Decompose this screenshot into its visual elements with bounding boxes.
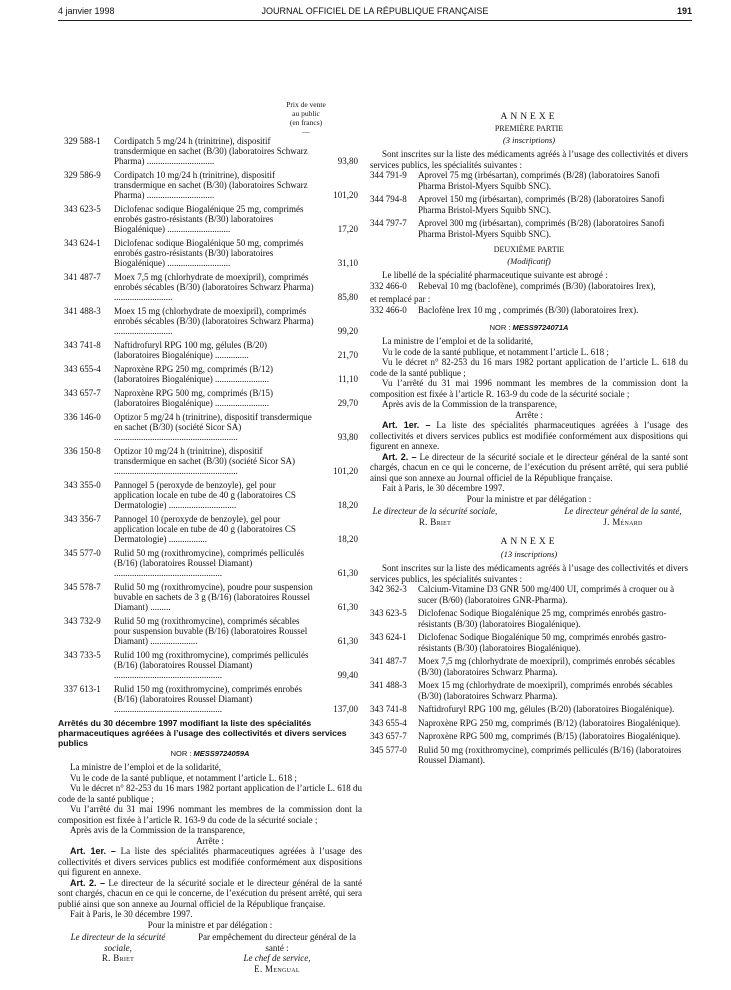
part-heading: DEUXIÈME PARTIE xyxy=(493,245,565,254)
part-subheading: (3 inscriptions) xyxy=(502,135,556,145)
entry-price: 61,30 xyxy=(337,602,358,612)
price-head-line: — xyxy=(302,127,310,136)
price-list-entry xyxy=(58,306,362,336)
entry-text: Diclofenac Sodique Biogalénique 50 mg, comprimés enrobés gastro-résistants (B/30) (laboratoires Biogalénique). xyxy=(418,632,667,653)
price-list-entry xyxy=(58,272,362,302)
entry-code: 341 488-3 xyxy=(370,680,407,690)
entry-text: Diclofenac Sodique Biogalénique 25 mg, comprimés enrobés gastro-résistants (B/30) (laboratoires Biogalénique). xyxy=(418,608,667,629)
entry-code: 343 624-1 xyxy=(64,238,101,248)
article-2-label: Art. 2. – xyxy=(70,877,106,888)
arrete-label: Arrête : xyxy=(196,835,224,846)
entry-text: Baclofène Irex 10 mg , comprimés (B/30) (laboratoires Irex). xyxy=(418,304,639,315)
entry-code: 342 362-3 xyxy=(370,584,407,594)
entry-text: Naftidrofuryl RPG 100 mg, gélules (B/20) (laboratoires Biogalénique) ............... xyxy=(114,340,267,360)
price-column-head xyxy=(276,100,336,136)
price-head-line: (en francs) xyxy=(289,118,323,127)
entry-text: Rulid 50 mg (roxithromycine), comprimés pelliculés (B/16) (laboratoires Roussel Diamant). xyxy=(418,744,682,765)
entry-price: 101,20 xyxy=(333,190,358,200)
replaced-label: et remplacé par : xyxy=(370,294,431,304)
annex-entry xyxy=(370,170,688,191)
annex-entry xyxy=(370,656,688,677)
decree-paragraph: Après avis de la Commission de la transparence, xyxy=(382,399,557,409)
price-list-entry xyxy=(58,616,362,646)
signature-left-title: Le directeur de la sécurité sociale, xyxy=(372,506,498,516)
entry-price: 99,20 xyxy=(337,326,358,336)
part-heading: PREMIÈRE PARTIE xyxy=(494,124,564,133)
article-1 xyxy=(58,846,362,878)
entry-text: Naproxène RPG 500 mg, comprimés (B/15) (laboratoires Biogalénique) ........................ xyxy=(114,388,273,408)
entry-text: Naproxène RPG 250 mg, comprimés (B/12) (laboratoires Biogalénique) ........................ xyxy=(114,364,273,384)
decree-paragraph: Vu le code de la santé publique, et notamment l’article L. 618 ; xyxy=(70,772,297,783)
entry-text: Naproxène RPG 250 mg, comprimés (B/12) (laboratoires Biogalénique). xyxy=(418,717,681,728)
annex-entries-inscriptions xyxy=(370,584,688,766)
intro-paragraph: Le libellé de la spécialité pharmaceutique suivante est abrogé : xyxy=(382,270,608,280)
article-1-text: La liste des spécialités pharmaceutiques agréées à l’usage des collectivités et divers services publics est modifiée conformément aux dispositions qui figurent en annexe. xyxy=(58,846,362,877)
entry-code: 344 791-9 xyxy=(370,170,407,180)
done-at: Fait à Paris, le 30 décembre 1997. xyxy=(70,909,193,919)
entry-text: Rebeval 10 mg (baclofène), comprimés (B/30) (laboratoires Irex), xyxy=(418,280,656,291)
annex-entry xyxy=(370,745,688,766)
signature-left-name: R. Briet xyxy=(418,516,452,527)
entry-code: 343 624-1 xyxy=(370,632,407,642)
nor-line xyxy=(370,323,688,332)
entry-code: 341 487-7 xyxy=(64,272,101,282)
left-price-list xyxy=(58,136,362,714)
article-2-text: Le directeur de la sécurité sociale et le directeur général de la santé sont chargés, chacun en ce qui le concerne, de l’exécution du présent arrêté, qui sera publié ainsi que son annexe au Journal officiel de la République française. xyxy=(370,451,689,483)
price-list-entry xyxy=(58,136,362,166)
header-page-number: 191 xyxy=(676,6,692,16)
article-2-label: Art. 2. – xyxy=(382,451,417,462)
entry-text: Optizor 10 mg/24 h (trinitrine), dispositif transdermique en sachet (B/30) (société Sicor SA) ....................................................... xyxy=(114,446,295,476)
article-1 xyxy=(370,420,688,452)
entry-code: 332 466-0 xyxy=(370,280,407,291)
price-list-entry xyxy=(58,548,362,578)
entry-text: Diclofenac sodique Biogalénique 25 mg, comprimés enrobés gastro-résistants (B/30) laboratoires Biogalénique) ............................ xyxy=(114,204,304,234)
annex-entry xyxy=(370,680,688,701)
nor-prefix: NOR : xyxy=(489,323,511,332)
entry-code: 343 623-5 xyxy=(370,608,407,618)
article-2 xyxy=(370,452,688,484)
entry-code: 343 657-7 xyxy=(370,731,407,741)
entry-code: 341 487-7 xyxy=(370,656,407,666)
entry-price: 18,20 xyxy=(337,500,358,510)
annex-entry xyxy=(370,608,688,629)
signature-right-name: J. Ménard xyxy=(603,516,643,527)
entry-text: Cordipatch 10 mg/24 h (trinitrine), dispositif transdermique en sachet (B/30) (laboratoires Schwarz Pharma) .............................. xyxy=(114,170,308,200)
entry-price: 99,40 xyxy=(337,670,358,680)
for-minister: Pour la ministre et par délégation : xyxy=(466,493,592,504)
entry-text: Moex 7,5 mg (chlorhydrate de moexipril), comprimés enrobés sécables (B/30) (laboratoires Schwarz Pharma). xyxy=(418,656,675,677)
signature-left-name: R. Briet xyxy=(101,953,135,963)
annex-entry xyxy=(370,305,688,316)
entry-code: 336 146-0 xyxy=(64,412,101,422)
decree-paragraph: Vu le code de la santé publique, et notamment l’article L. 618 ; xyxy=(382,346,609,357)
price-list-entry xyxy=(58,364,362,384)
entry-price: 11,10 xyxy=(338,374,358,384)
entry-price: 101,20 xyxy=(333,466,358,476)
signatures xyxy=(370,506,688,527)
nor-code: MESS9724059A xyxy=(193,749,250,758)
entry-text: Rulid 50 mg (roxithromycine), poudre pour suspension buvable en sachets de 3 g (B/16) (laboratoires Roussel Diamant) ......... xyxy=(114,582,313,612)
decree-paragraph: La ministre de l’emploi et de la solidarité, xyxy=(70,762,221,772)
entry-code: 343 655-4 xyxy=(64,364,101,374)
entry-code: 343 655-4 xyxy=(370,717,407,728)
entry-code: 329 586-9 xyxy=(64,170,101,180)
entry-text: Rulid 50 mg (roxithromycine), comprimés pelliculés (B/16) (laboratoires Roussel Diamant) ................................................ xyxy=(114,548,304,578)
intro-paragraph: Sont inscrites sur la liste des médicaments agréés à l’usage des collectivités et divers services publics, les spécialités suivantes : xyxy=(370,563,688,584)
entry-text: Rulid 50 mg (roxithromycine), comprimés sécables pour suspension buvable (B/16) (laboratoires Roussel Diamant) ..................... xyxy=(114,616,308,646)
entry-code: 343 356-7 xyxy=(64,514,101,524)
entry-code: 341 488-3 xyxy=(64,306,101,316)
right-column xyxy=(370,108,688,769)
entry-text: Rulid 150 mg (roxithromycine), comprimés enrobés (B/16) (laboratoires Roussel Diamant) ................................................ xyxy=(114,684,302,714)
entry-text: Moex 15 mg (chlorhydrate de moexipril), comprimés enrobés sécables (B/30) (laboratoires Schwarz Pharma). xyxy=(418,680,673,701)
signature-right xyxy=(192,932,362,974)
entry-text: Moex 15 mg (chlorhydrate de moexipril), comprimés enrobés sécables (B/30) (laboratoires Schwarz Pharma) .......................... xyxy=(114,306,314,336)
entry-price: 61,30 xyxy=(337,636,358,646)
entry-text: Calcium-Vitamine D3 GNR 500 mg/400 UI, comprimés à croquer ou à sucer (B/60) (laboratoires GNR-Pharma). xyxy=(418,584,675,605)
annex-entry xyxy=(370,194,688,215)
entry-code: 343 733-5 xyxy=(64,650,101,660)
entry-code: 329 588-1 xyxy=(64,136,101,146)
entry-price: 137,00 xyxy=(333,704,358,714)
price-list-entry xyxy=(58,684,362,714)
annex-entries-part1 xyxy=(370,170,688,239)
annex-subheading: (13 inscriptions) xyxy=(500,549,558,559)
nor-prefix: NOR : xyxy=(170,749,192,758)
entry-code: 343 623-5 xyxy=(64,204,101,214)
article-1-text: La liste des spécialités pharmaceutiques agréées à l’usage des collectivités et divers services publics est modifiée conformément aux dispositions qui figurent en annexe. xyxy=(370,420,689,451)
entry-text: Naproxène RPG 500 mg, comprimés (B/15) (laboratoires Biogalénique). xyxy=(418,731,681,741)
signature-right-sub: Le chef de service, xyxy=(243,953,311,963)
annex-entry xyxy=(370,584,688,605)
article-2 xyxy=(58,878,362,910)
signature-right-title: Par empêchement du directeur général de la santé : xyxy=(198,932,356,953)
header-journal-title: JOURNAL OFFICIEL DE LA RÉPUBLIQUE FRANÇAISE xyxy=(261,6,489,16)
price-list-entry xyxy=(58,514,362,544)
intro-paragraph: Sont inscrites sur la liste des médicaments agréés à l’usage des collectivités et divers services publics, les spécialités suivantes : xyxy=(370,149,688,170)
annex-entry xyxy=(370,718,688,729)
left-decree xyxy=(58,718,362,974)
price-list-entry xyxy=(58,480,362,510)
article-1-label: Art. 1er. – xyxy=(70,846,116,856)
nor-line xyxy=(58,749,362,758)
entry-text: Aprovel 150 mg (irbésartan), comprimés (B/28) (laboratoires Sanofi Pharma Bristol-Myers Squibb SNC). xyxy=(418,194,665,215)
decree-paragraph: Vu le décret n° 82-253 du 16 mars 1982 portant application de l’article L. 618 du code de la santé publique ; xyxy=(58,783,362,804)
entry-code: 343 741-8 xyxy=(370,704,407,714)
entry-text: Pannogel 5 (peroxyde de benzoyle), gel pour application locale en tube de 40 g (laboratoires CS Dermatologie) .............................. xyxy=(114,480,296,510)
entry-code: 343 355-0 xyxy=(64,480,101,490)
entry-code: 343 657-7 xyxy=(64,388,101,398)
price-list-entry xyxy=(58,204,362,234)
signature-right-title: Le directeur général de la santé, xyxy=(564,506,682,516)
price-list-entry xyxy=(58,170,362,200)
entry-code: 345 577-0 xyxy=(64,548,101,558)
annex-heading: ANNEXE xyxy=(500,112,558,122)
done-at: Fait à Paris, le 30 décembre 1997. xyxy=(382,483,505,493)
signature-right-name: E. Mengual xyxy=(254,963,300,974)
price-list-entry xyxy=(58,238,362,268)
entry-price: 85,80 xyxy=(337,292,358,302)
decree-paragraph: Vu le décret n° 82-253 du 16 mars 1982 portant application de l’article L. 618 du code de la santé publique ; xyxy=(370,357,688,378)
annex-entry xyxy=(370,704,688,715)
arrete-label: Arrête : xyxy=(515,409,543,420)
annex-entry xyxy=(370,731,688,742)
entry-price: 29,70 xyxy=(337,398,358,408)
entry-price: 61,30 xyxy=(337,568,358,578)
entry-code: 343 741-8 xyxy=(64,340,101,350)
entry-text: Diclofenac sodique Biogalénique 50 mg, comprimés enrobés gastro-résistants (B/30) laboratoires Biogalénique) ............................ xyxy=(114,238,304,268)
entry-price: 18,20 xyxy=(337,534,358,544)
signature-left-title: Le directeur de la sécurité sociale, xyxy=(70,932,166,953)
entry-text: Aprovel 300 mg (irbésartan), comprimés (B/28) (laboratoires Sanofi Pharma Bristol-Myers Squibb SNC). xyxy=(418,218,665,239)
entry-price: 21,70 xyxy=(337,350,358,360)
entry-code: 332 466-0 xyxy=(370,304,407,315)
price-list-entry xyxy=(58,582,362,612)
left-column xyxy=(58,136,362,974)
entry-text: Naftidrofuryl RPG 100 mg, gélules (B/20) (laboratoires Biogalénique). xyxy=(418,704,675,714)
signature-right xyxy=(558,506,688,527)
entry-text: Cordipatch 5 mg/24 h (trinitrine), dispositif transdermique en sachet (B/30) (laboratoires Schwarz Pharma) .............................. xyxy=(114,136,308,166)
annex-entry xyxy=(370,218,688,239)
signature-left xyxy=(370,506,500,527)
entry-text: Optizor 5 mg/24 h (trinitrine), dispositif transdermique en sachet (B/30) (société Sicor SA) ....................................................... xyxy=(114,412,312,442)
entry-price: 93,80 xyxy=(337,432,358,442)
decree-paragraph: Vu l’arrêté du 31 mai 1996 nommant les membres de la commission dont la composition est fixée à l’article R. 163-9 du code de la sécurité sociale ; xyxy=(58,804,362,825)
entry-price: 93,80 xyxy=(337,156,358,166)
entry-code: 345 577-0 xyxy=(370,744,407,755)
entry-code: 337 613-1 xyxy=(64,684,101,694)
price-head-line: au public xyxy=(292,109,320,118)
header-rule xyxy=(58,20,692,21)
article-1-label: Art. 1er. – xyxy=(382,420,431,430)
entry-price: 31,10 xyxy=(337,258,358,268)
entry-code: 345 578-7 xyxy=(64,582,101,592)
entry-code: 336 150-8 xyxy=(64,446,101,456)
entry-code: 343 732-9 xyxy=(64,616,101,626)
part-subheading: (Modificatif) xyxy=(507,256,551,266)
entry-text: Moex 7,5 mg (chlorhydrate de moexipril), comprimés enrobés sécables (B/30) (laboratoires Schwarz Pharma) .......................... xyxy=(114,272,314,302)
price-list-entry xyxy=(58,340,362,360)
entry-code: 344 797-7 xyxy=(370,218,407,228)
entry-text: Aprovel 75 mg (irbésartan), comprimés (B/28) (laboratoires Sanofi Pharma Bristol-Myers Squibb SNC). xyxy=(418,170,660,191)
decree-paragraph: Vu l’arrêté du 31 mai 1996 nommant les membres de la commission dont la composition est fixée à l’article R. 163-9 du code de la sécurité sociale ; xyxy=(370,378,688,399)
price-list-entry xyxy=(58,388,362,408)
annex-entry xyxy=(370,632,688,653)
signature-left xyxy=(58,932,178,974)
entry-text: Pannogel 10 (peroxyde de benzoyle), gel pour application locale en tube de 40 g (laboratoires CS Dermatologie) ................. xyxy=(114,514,296,544)
page-header xyxy=(58,6,692,20)
article-2-text: Le directeur de la sécurité sociale et le directeur général de la santé sont chargés, chacun en ce qui le concerne, de l’exécution du présent arrêté, qui sera publié ainsi que son annexe au Journal officiel de la République française. xyxy=(58,877,362,909)
entry-price: 17,20 xyxy=(337,224,358,234)
entry-code: 344 794-8 xyxy=(370,194,407,204)
decree-paragraph: La ministre de l’emploi et de la solidarité, xyxy=(382,336,533,346)
price-head-line: Prix de vente xyxy=(286,100,326,109)
entry-text: Rulid 100 mg (roxithromycine), comprimés pelliculés (B/16) (laboratoires Roussel Diamant) ................................................ xyxy=(114,650,309,680)
for-minister: Pour la ministre et par délégation : xyxy=(147,919,273,930)
price-list-entry xyxy=(58,446,362,476)
header-date: 4 janvier 1998 xyxy=(58,6,115,16)
nor-code: MESS9724071A xyxy=(512,323,569,332)
decree-title: Arrêtés du 30 décembre 1997 modifiant la liste des spécialités pharmaceutiques agréées à l’usage des collectivités et divers services publics xyxy=(58,718,347,748)
price-list-entry xyxy=(58,412,362,442)
annex-entry xyxy=(370,281,688,292)
decree-paragraph: Après avis de la Commission de la transparence, xyxy=(70,825,245,835)
price-list-entry xyxy=(58,650,362,680)
annex-heading: ANNEXE xyxy=(500,537,558,547)
signatures xyxy=(58,932,362,974)
